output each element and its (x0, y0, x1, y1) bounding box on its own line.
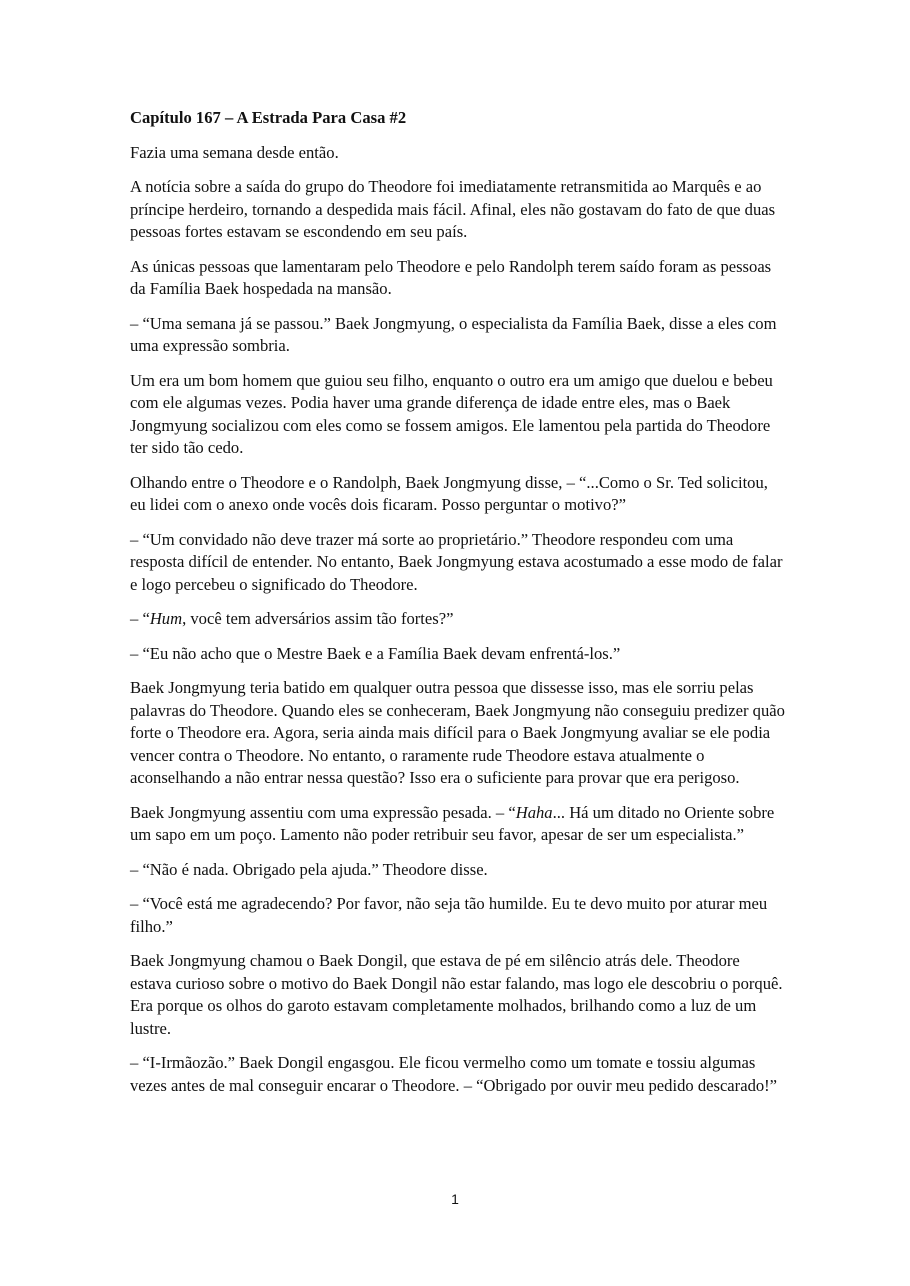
italic-interjection: Hum (149, 609, 183, 628)
page-number: 1 (451, 1191, 459, 1207)
paragraph: – “I-Irmãozão.” Baek Dongil engasgou. Ele ficou vermelho como um tomate e tossiu algumas vezes antes de mal conseguir encarar o Theodore. – “Obrigado por ouvir meu pedido descarado!” (130, 1053, 778, 1095)
italic-interjection: Haha (515, 802, 553, 822)
paragraph: Baek Jongmyung teria batido em qualquer outra pessoa que dissesse isso, mas ele sorriu pelas palavras do Theodore. Quando eles se conheceram, Baek Jongmyung não conseguiu predizer quão forte o Theodore era. Agora, seria ainda mais difícil para o Baek Jongmyung avaliar se ele podia vencer contra o Theodore. No entanto, o raramente rude Theodore estava atualmente o aconselhando a não entrar nessa questão? Isso era o suficiente para provar que era perigoso. (130, 678, 785, 787)
paragraph: – “Um convidado não deve trazer má sorte ao proprietário.” Theodore respondeu com uma resposta difícil de entender. No entanto, Baek Jongmyung estava acostumado a esse modo de falar e logo percebeu o significado do Theodore. (130, 529, 783, 594)
document-body (130, 107, 785, 1109)
paragraph: Fazia uma semana desde então. (130, 142, 339, 162)
paragraph: – “Eu não acho que o Mestre Baek e a Família Baek devam enfrentá-los.” (130, 643, 621, 663)
paragraph: Baek Jongmyung chamou o Baek Dongil, que estava de pé em silêncio atrás dele. Theodore estava curioso sobre o motivo do Baek Dongil não estar falando, mas logo ele descobriu o porquê. Era porque os olhos do garoto estavam completamente molhados, brilhando como a luz de um lustre. (130, 951, 783, 1038)
paragraph: Baek Jongmyung assentiu com uma expressão pesada. – “Haha... Há um ditado no Oriente sobre um sapo em um poço. Lamento não poder retribuir seu favor, apesar de ser um especialista.” (130, 802, 775, 844)
paragraph: Um era um bom homem que guiou seu filho, enquanto o outro era um amigo que duelou e bebeu com ele algumas vezes. Podia haver uma grande diferença de idade entre eles, mas o Baek Jongmyung socializou com eles como se fossem amigos. Ele lamentou pela partida do Theodore ter sido tão cedo. (130, 370, 773, 457)
paragraph: As únicas pessoas que lamentaram pelo Theodore e pelo Randolph terem saído foram as pessoas da Família Baek hospedada na mansão. (130, 256, 772, 298)
paragraph: – “Uma semana já se passou.” Baek Jongmyung, o especialista da Família Baek, disse a eles com uma expressão sombria. (130, 313, 777, 355)
paragraph: Olhando entre o Theodore e o Randolph, Baek Jongmyung disse, – “...Como o Sr. Ted solicitou, eu lidei com o anexo onde vocês dois ficaram. Posso perguntar o motivo?” (130, 472, 768, 514)
chapter-title: Capítulo 167 – A Estrada Para Casa #2 (130, 108, 407, 127)
paragraph: – “Você está me agradecendo? Por favor, não seja tão humilde. Eu te devo muito por aturar meu filho.” (130, 894, 768, 936)
paragraph: – “Não é nada. Obrigado pela ajuda.” Theodore disse. (130, 859, 488, 879)
paragraph: – “Hum, você tem adversários assim tão fortes?” (130, 609, 454, 628)
paragraph: A notícia sobre a saída do grupo do Theodore foi imediatamente retransmitida ao Marquês e ao príncipe herdeiro, tornando a despedida mais fácil. Afinal, eles não gostavam do fato de que duas pessoas fortes estavam se escondendo em seu país. (130, 177, 776, 241)
